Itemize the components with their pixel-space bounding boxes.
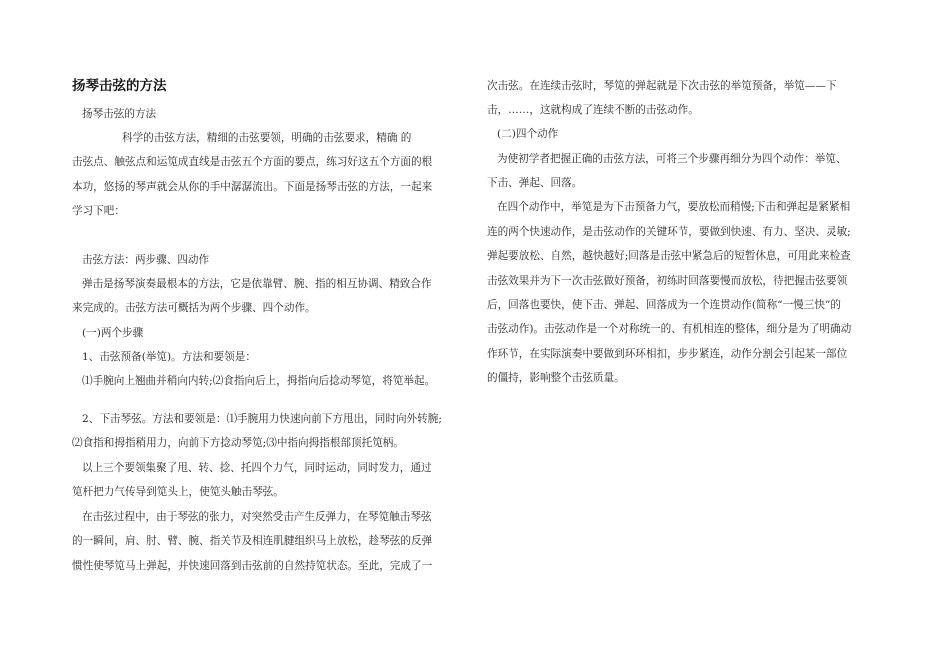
paragraph-line: 击弦效果并为下一次击弦做好预备，初练时回落要慢而放松，待把握击弦要领 (487, 275, 848, 287)
paragraph-line: 次击弦。在连续击弦时，琴笕的弹起就是下次击弦的举笕预备，举笕——下 (487, 80, 837, 92)
paragraph-line: 以上三个要领集聚了甩、转、捻、托四个力气，同时运动，同时发力，通过 (82, 462, 432, 474)
paragraph-line: 弹击是扬琴演奏最根本的方法，它是依靠臂、腕、指的相互协调、精致合作 (82, 278, 432, 290)
paragraph-line: 惯性使琴笕马上弹起，并快速回落到击弦前的自然持笕状态。至此，完成了一 (72, 560, 433, 572)
paragraph-line: (二)四个动作 (497, 128, 559, 140)
paragraph-line: 的一瞬间，肩、肘、臂、腕、指关节及相连肌腱组织马上放松，趁琴弦的反弹 (72, 535, 433, 547)
paragraph-line: 1、击弦预备(举笕)。方法和要领是： (82, 351, 256, 363)
paragraph-line: 作环节，在实际演奏中要做到环环相扣，步步紧连，动作分割会引起某一部位 (487, 348, 848, 360)
paragraph-line: ⑴手腕向上翘曲并稍向内转;⑵食指向后上，拇指向后捻动琴笕，将笕举起。 (82, 375, 436, 387)
paragraph-line: (一)两个步骤 (82, 327, 144, 339)
paragraph-line: 弹起要放松、自然，越快越好;回落是击弦中紧急后的短暂休息，可用此来检查 (487, 250, 851, 262)
paragraph-line: 后，回落也要快，使下击、弹起、回落成为一个连贯动作(简称“一慢三快”的 (487, 299, 841, 311)
paragraph-line: 击弦点、触弦点和运笕成直线是击弦五个方面的要点，练习好这五个方面的根 (72, 156, 433, 168)
paragraph-line: ⑵食指和拇指稍用力，向前下方捻动琴笕;⑶中指向拇指根部顶托笕柄。 (72, 437, 404, 449)
paragraph-line: 笕杆把力气传导到笕头上，使笕头触击琴弦。 (72, 486, 284, 498)
paragraph-line: 科学的击弦方法，精细的击弦要领，明确的击弦要求，精确 的 (122, 132, 412, 144)
paragraph-line: 来完成的。击弦方法可概括为两个步骤、四个动作。 (72, 302, 316, 314)
paragraph-line: 击弦方法：两步骤、四动作 (82, 254, 210, 266)
paragraph-line: 连的两个快速动作，是击弦动作的关键环节，要做到快速、有力、坚决、灵敏; (487, 226, 851, 238)
paragraph-line: 击，……，这就构成了连续不断的击弦动作。 (487, 104, 699, 116)
document-title: 扬琴击弦的方法 (72, 78, 167, 94)
paragraph-line: 为使初学者把握正确的击弦方法，可将三个步骤再细分为四个动作：举笕、 (497, 153, 847, 165)
paragraph-line: 击弦动作)。击弦动作是一个对称统一的、有机相连的整体，细分是为了明确动 (487, 323, 852, 335)
paragraph-line: 的僵持，影响整个击弦质量。 (487, 372, 625, 384)
paragraph-line: 在四个动作中，举笕是为下击预备力气，要放松而稍慢;下击和弹起是紧紧相 (497, 201, 851, 213)
paragraph-line: 2、下击琴弦。方法和要领是：⑴手腕用力快速向前下方甩出，同时向外转腕; (82, 413, 442, 425)
paragraph-line: 在击弦过程中，由于琴弦的张力，对突然受击产生反弹力，在琴笕触击琴弦 (82, 511, 432, 523)
paragraph-line: 本功，悠扬的琴声就会从你的手中潺潺流出。下面是扬琴击弦的方法，一起来 (72, 181, 433, 193)
paragraph-line: 学习下吧： (72, 205, 125, 217)
paragraph-line: 扬琴击弦的方法 (82, 108, 157, 120)
paragraph-line: 下击、弹起、回落。 (487, 177, 583, 189)
